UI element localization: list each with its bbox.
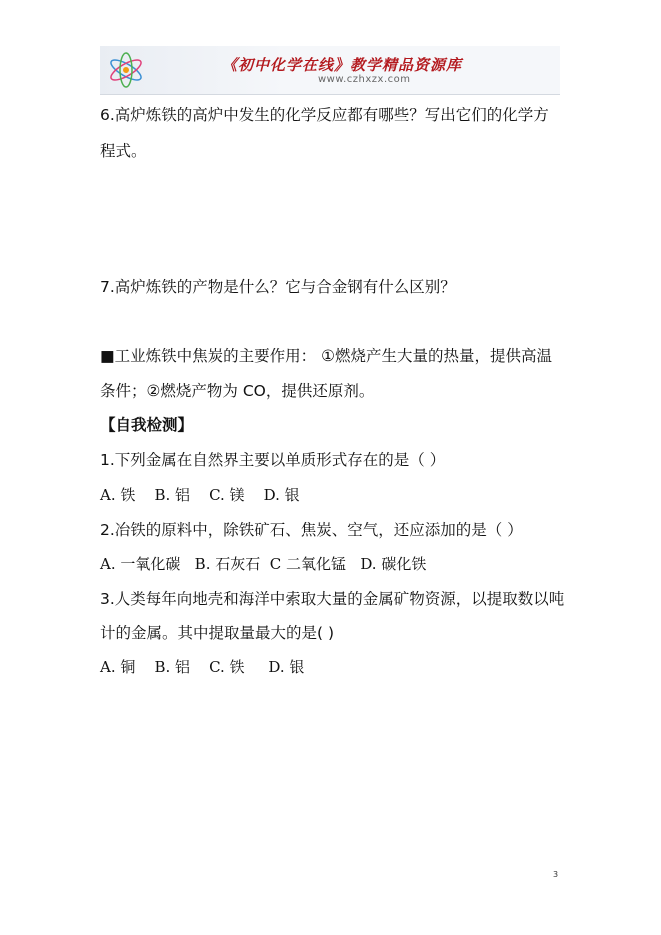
atom-logo-icon bbox=[106, 50, 146, 90]
check-1-stem: 1.下列金属在自然界主要以单质形式存在的是（ ） bbox=[100, 451, 446, 469]
question-6-line1: 6.高炉炼铁的高炉中发生的化学反应都有哪些？写出它们的化学方 bbox=[100, 106, 549, 124]
question-7: 7.高炉炼铁的产物是什么？它与合金钢有什么区别？ bbox=[100, 278, 456, 296]
note-line1: ■工业炼铁中焦炭的主要作用： ①燃烧产生大量的热量，提供高温 bbox=[100, 347, 552, 365]
note-line2: 条件；②燃烧产物为 CO，提供还原剂。 bbox=[100, 382, 375, 400]
header-banner bbox=[100, 46, 560, 95]
check-2-stem: 2.冶铁的原料中，除铁矿石、焦炭、空气，还应添加的是（ ） bbox=[100, 521, 523, 539]
check-1-options: A. 铁 B. 铝 C. 镁 D. 银 bbox=[100, 486, 300, 504]
header-title: 《初中化学在线》教学精品资源库 bbox=[222, 56, 463, 74]
check-2-options: A. 一氧化碳 B. 石灰石 C 二氧化锰 D. 碳化铁 bbox=[100, 555, 427, 573]
check-3-options: A. 铜 B. 铝 C. 铁 D. 银 bbox=[100, 658, 305, 676]
header-url: www.czhxzx.com bbox=[318, 74, 411, 85]
check-3-stem-line2: 计的金属。其中提取量最大的是( ) bbox=[100, 624, 335, 642]
section-title: 【自我检测】 bbox=[100, 416, 194, 434]
check-3-stem-line1: 3.人类每年向地壳和海洋中索取大量的金属矿物资源，以提取数以吨 bbox=[100, 590, 565, 608]
page-number: 3 bbox=[553, 870, 559, 879]
question-6-line2: 程式。 bbox=[100, 142, 147, 160]
